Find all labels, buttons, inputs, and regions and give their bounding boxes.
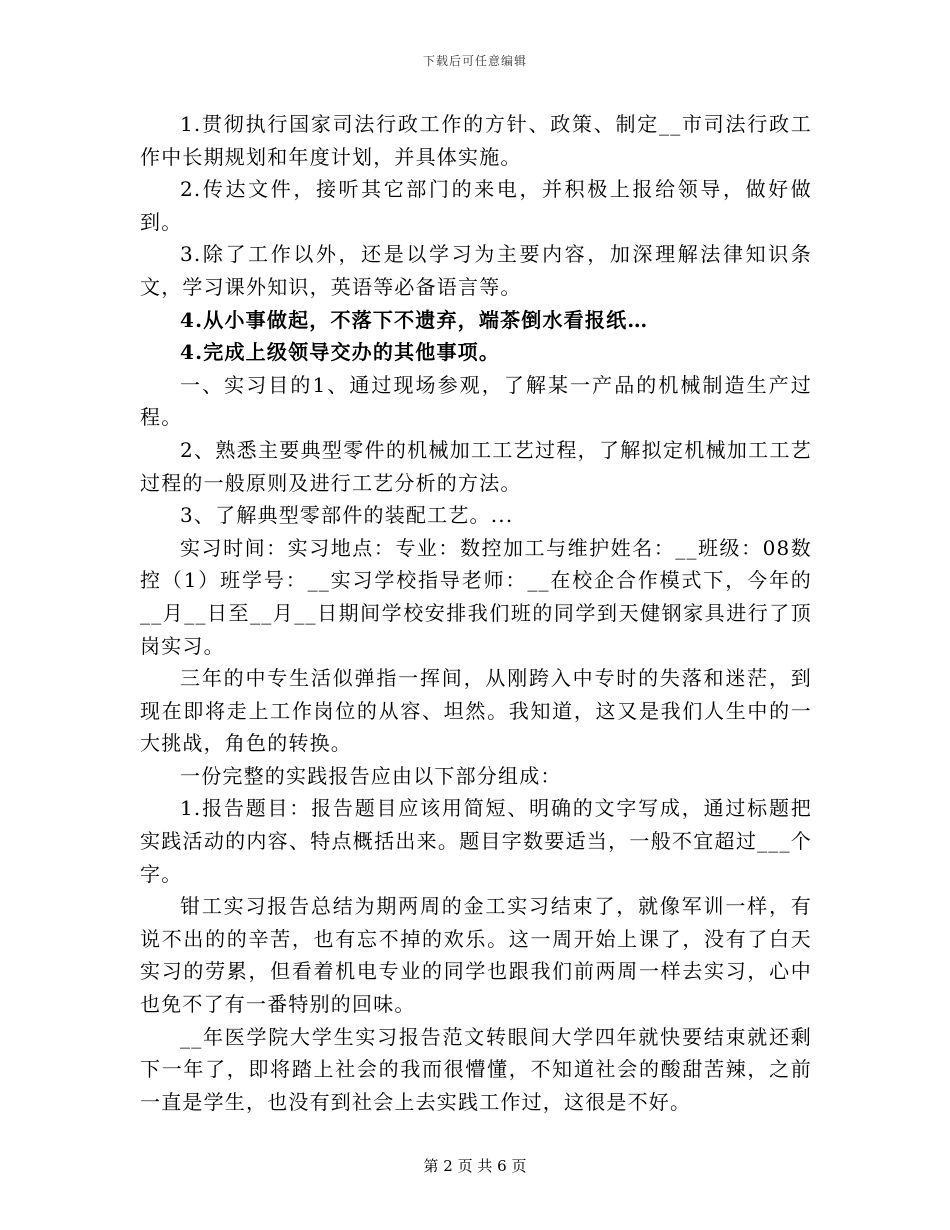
paragraph: 三年的中专生活似弹指一挥间，从刚跨入中专时的失落和迷茫，到现在即将走上工作岗位的从容、坦然。我知道，这又是我们人生中的一大挑战，角色的转换。 <box>140 666 812 756</box>
page-number-footer: 第 2 页 共 6 页 <box>423 1157 527 1175</box>
paragraph: 2、熟悉主要典型零件的机械加工工艺过程，了解拟定机械加工工艺过程的一般原则及进行工艺分析的方法。 <box>140 437 812 495</box>
paragraph: 钳工实习报告总结为期两周的金工实习结束了，就像军训一样，有说不出的的辛苦，也有忘不掉的欢乐。这一周开始上课了，没有了白天实习的劳累，但看着机电专业的同学也跟我们前两周一样去实习，心中也免不了有一番特别的回味。 <box>140 894 812 1017</box>
bold-paragraph: 4.从小事做起，不落下不遗弃，端茶倒水看报纸… <box>180 307 649 332</box>
paragraph: __年医学院大学生实习报告范文转眼间大学四年就快要结束就还剩下一年了，即将踏上社会的我而很懵懂，不知道社会的酸甜苦辣，之前一直是学生，也没有到社会上去实践工作过，这很是不好。 <box>140 1024 812 1114</box>
paragraph: 3.除了工作以外，还是以学习为主要内容，加深理解法律知识条文，学习课外知识，英语等必备语言等。 <box>140 242 812 299</box>
document-body <box>140 108 812 1118</box>
paragraph: 1.报告题目：报告题目应该用简短、明确的文字写成，通过标题把实践活动的内容、特点概括出来。题目字数要适当，一般不宜超过___个字。 <box>140 796 812 886</box>
paragraph: 2.传达文件，接听其它部门的来电，并积极上报给领导，做好做到。 <box>140 177 812 234</box>
paragraph: 一份完整的实践报告应由以下部分组成： <box>180 763 562 788</box>
paragraph: 3、了解典型零部件的装配工艺。... <box>180 503 514 528</box>
paragraph: 实习时间：实习地点：专业：数控加工与维护姓名：__班级：08数控（1）班学号：__实习学校指导老师：__在校企合作模式下，今年的__月__日至__月__日期间学校安排我们班的同学到天健钢家具进行了顶岗实习。 <box>140 535 812 658</box>
bold-paragraph: 4.完成上级领导交办的其他事项。 <box>180 340 501 365</box>
page-header: 下载后可任意编辑 <box>422 54 527 68</box>
paragraph: 1.贯彻执行国家司法行政工作的方针、政策、制定__市司法行政工作中长期规划和年度计划，并具体实施。 <box>140 112 812 169</box>
paragraph: 一、实习目的1、通过现场参观，了解某一产品的机械制造生产过程。 <box>140 372 812 430</box>
